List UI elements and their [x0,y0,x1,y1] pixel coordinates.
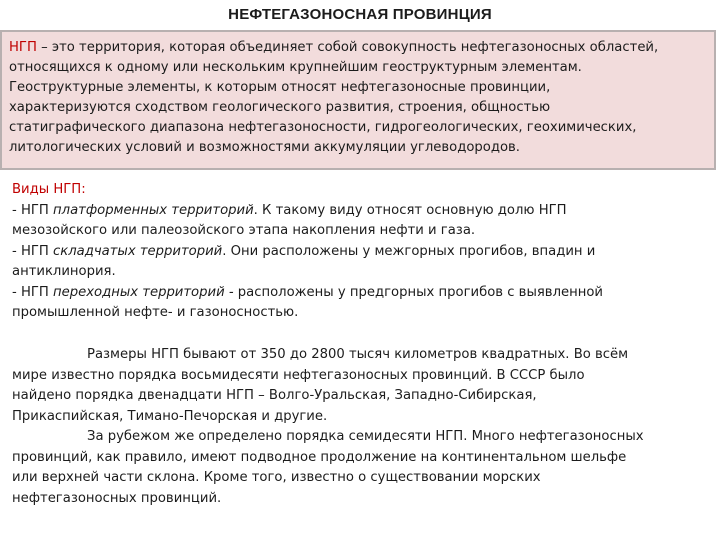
definition-line: характеризуются сходством геологического развития, строения, общностью [9,100,551,115]
type-platform: - НГП платформенных территорий. К такому виду относят основную долю НГП [12,202,567,218]
types-section [12,180,712,324]
paragraph-line: За рубежом же определено порядка семидесяти НГП. Много нефтегазоносных [87,429,644,444]
definition-line: статиграфического диапазона нефтегазоносности, гидрогеологических, геохимических, [9,120,637,135]
type-transitional-cont: промышленной нефте- и газоносностью. [12,305,299,320]
definition-line: НГП – это территория, которая объединяет собой совокупность нефтегазоносных областей, [9,40,659,55]
paragraph-line: Прикаспийская, Тимано-Печорская и другие. [12,408,328,424]
page-title: НЕФТЕГАЗОНОСНАЯ ПРОВИНЦИЯ [228,6,492,23]
paragraph-line: найдено порядка двенадцати НГП – Волго-Уральская, Западно-Сибирская, [12,388,537,403]
definition-term: НГП [9,40,37,55]
paragraph-line: Размеры НГП бывают от 350 до 2800 тысяч километров квадратных. Во всём [87,347,629,362]
sizes-section [12,345,712,509]
paragraph-line: мире известно порядка восьмидесяти нефтегазоносных провинций. В СССР было [12,367,585,383]
type-folded: - НГП складчатых территорий. Они расположены у межгорных прогибов, впадин и [12,243,596,259]
definition-line: литологических условий и возможностями аккумуляции углеводородов. [9,140,521,155]
type-transitional: - НГП переходных территорий - расположены у предгорных прогибов с выявленной [12,284,603,300]
paragraph-line: нефтегазоносных провинций. [12,490,222,506]
type-platform-cont: мезозойского или палеозойского этапа накопления нефти и газа. [12,223,476,238]
type-folded-cont: антиклинория. [12,264,116,279]
definition-line: относящихся к одному или нескольким крупнейшим геоструктурным элементам. [9,60,582,75]
definition-line: Геоструктурные элементы, к которым относят нефтегазоносные провинции, [9,80,551,95]
paragraph-line: провинций, как правило, имеют подводное продолжение на континентальном шельфе [12,449,627,465]
definition-box [0,30,716,170]
paragraph-line: или верхней части склона. Кроме того, известно о существовании морских [12,470,541,485]
types-heading: Виды НГП: [12,182,86,197]
